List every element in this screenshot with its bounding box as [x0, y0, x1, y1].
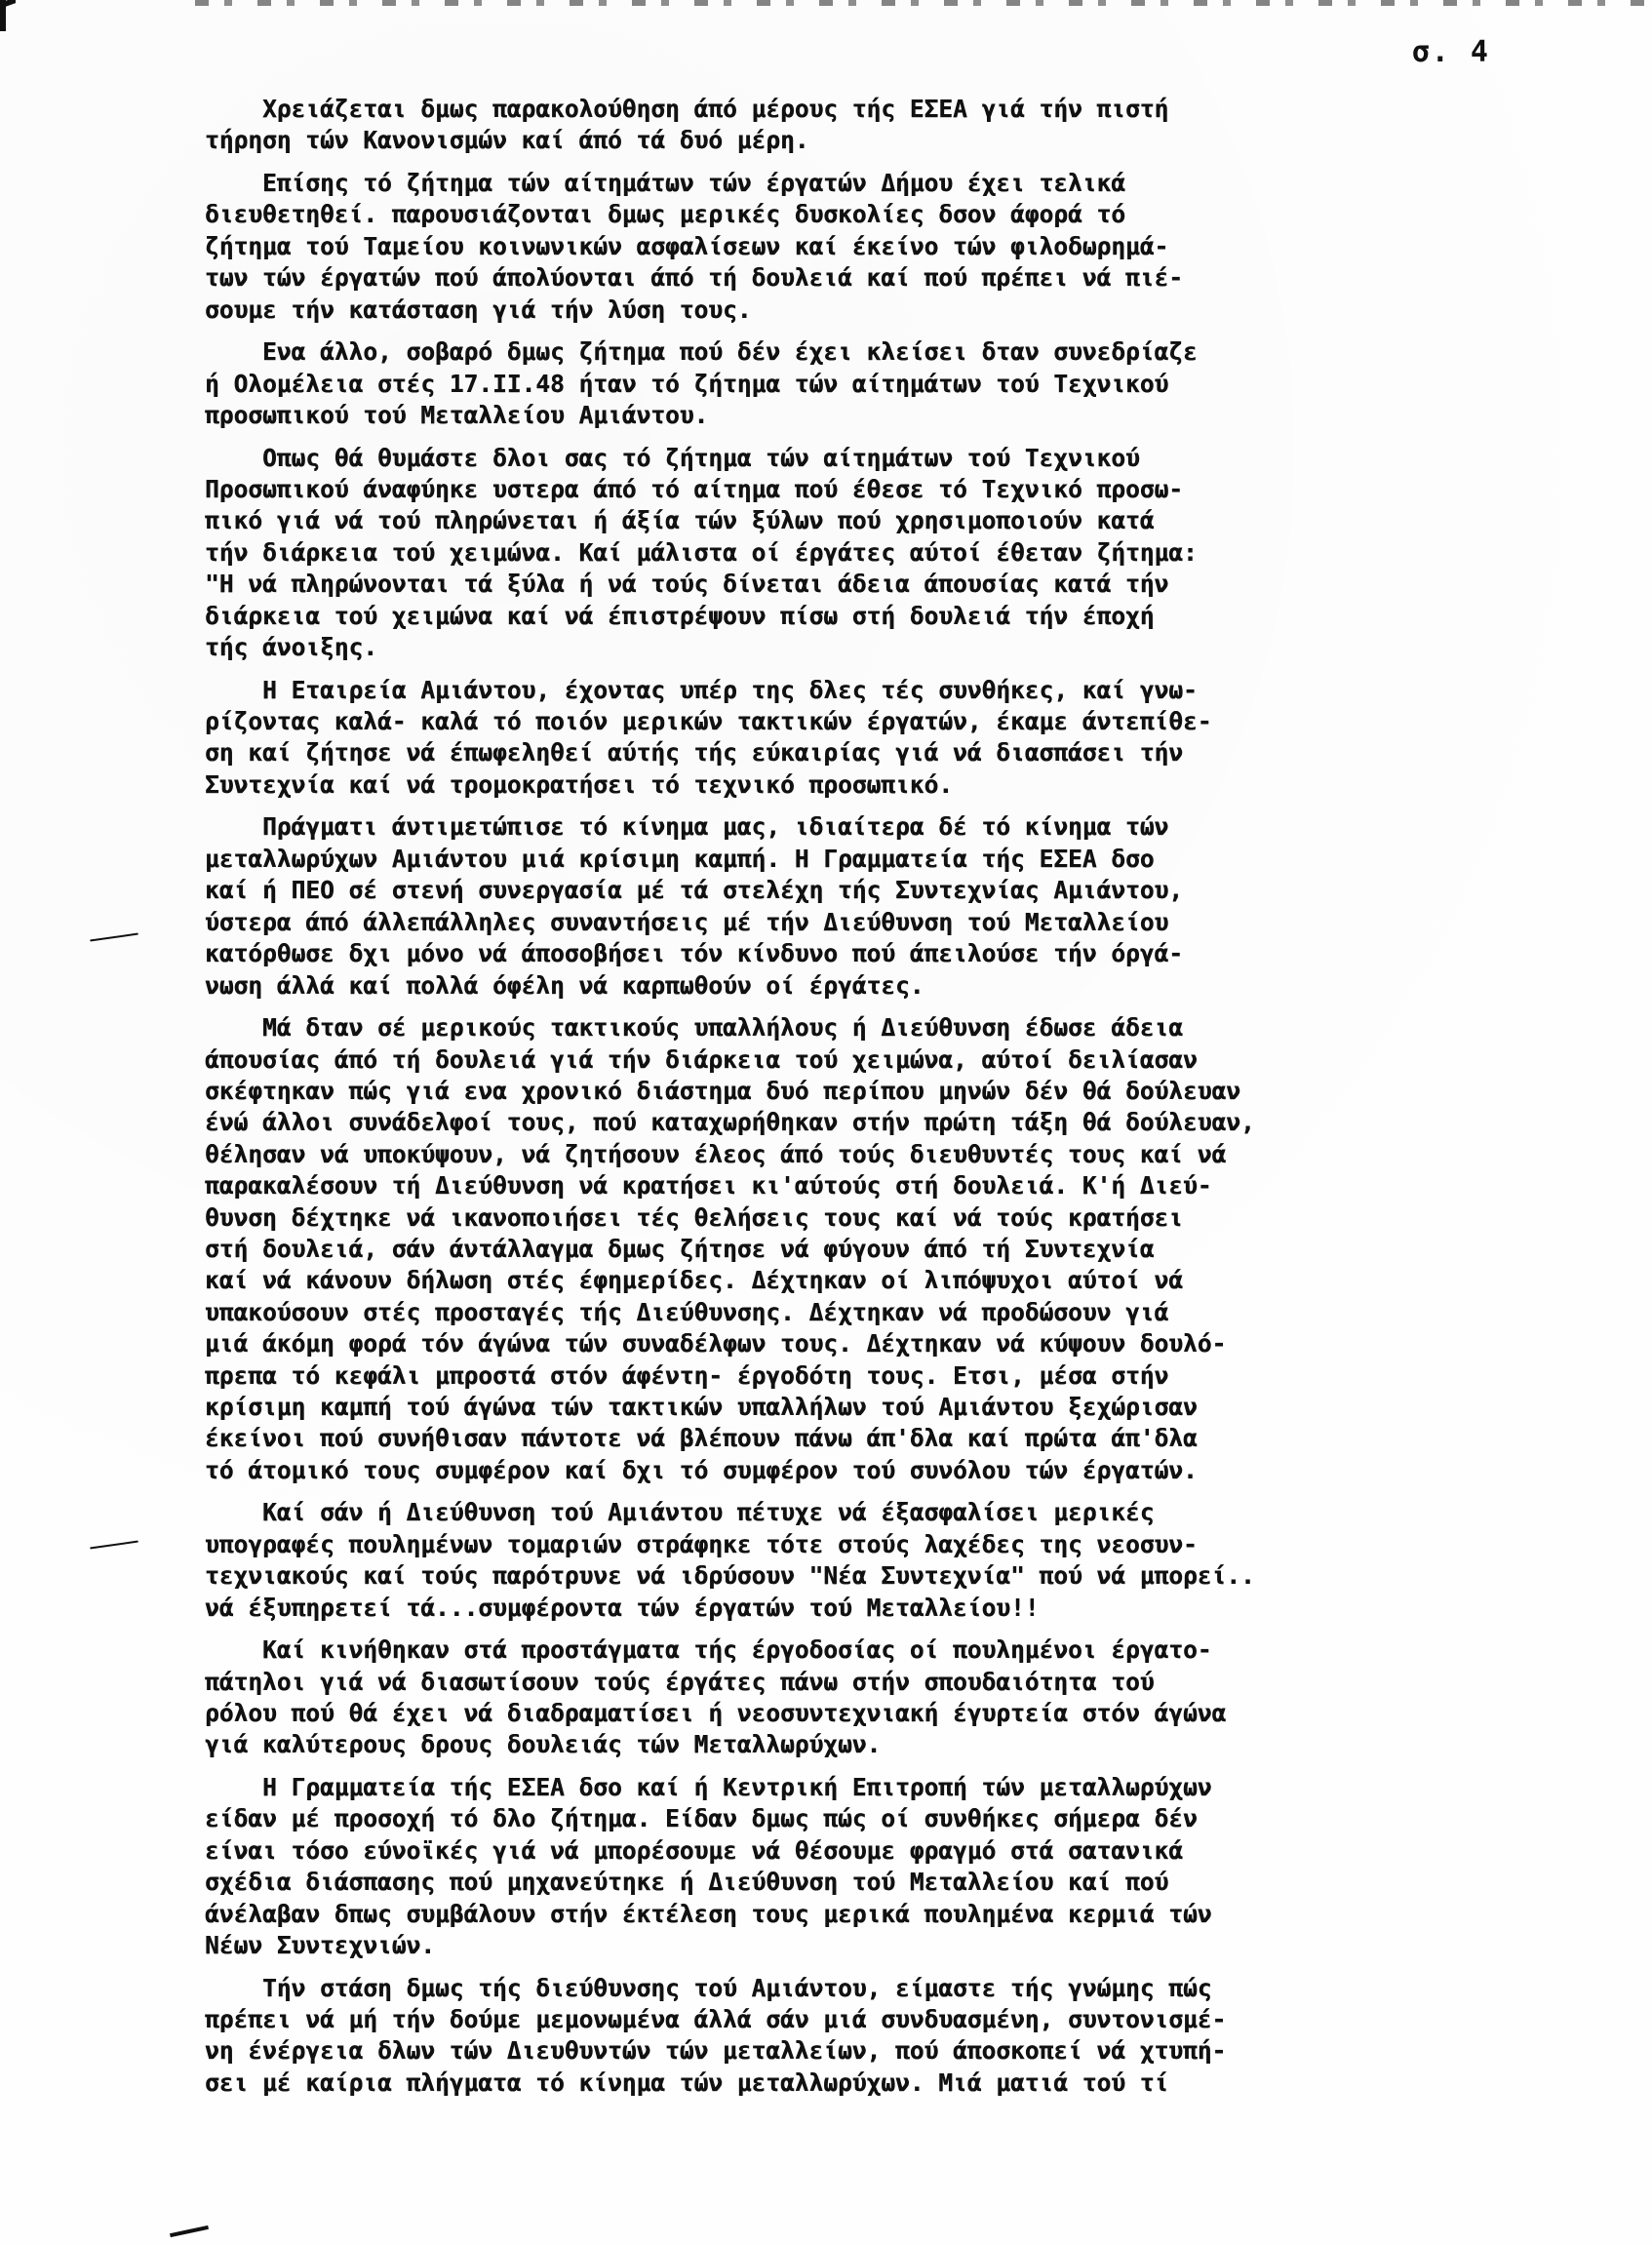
- text-line: είναι τόσο εύνοϊκές γιά νά μπορέσουμε νά θέσουμε φραγμό στά σατανικά: [205, 1835, 1184, 1865]
- text-line: άπουσίας άπό τή δουλειά γιά τήν διάρκεια τού χειμώνα, αύτοί δειλίασαν: [205, 1044, 1198, 1074]
- paragraph: [205, 1012, 1629, 1486]
- text-line: πρεπα τό κεφάλι μπροστά στόν άφέντη- έργοδότη τους. Ετσι, μέσα στήν: [205, 1360, 1169, 1390]
- text-line: διάρκεια τού χειμώνα καί νά έπιστρέψουν πίσω στή δουλειά τήν έποχή: [205, 601, 1155, 630]
- text-line: ή Ολομέλεια στές 17.ΙΙ.48 ήταν τό ζήτημα τών αίτημάτων τού Τεχνικού: [205, 369, 1169, 398]
- paragraph: [205, 1973, 1629, 2100]
- text-line: σχέδια διάσπασης πού μηχανεύτηκε ή Διεύθυνση τού Μεταλλείου καί πού: [205, 1868, 1169, 1897]
- bottom-edge-artifact: [170, 2225, 209, 2237]
- text-line: έκείνοι πού συνήθισαν πάντοτε νά βλέπουν πάνω άπ'δλα καί πρώτα άπ'δλα: [205, 1424, 1198, 1453]
- text-line: καί νά κάνουν δήλωση στές έφημερίδες. Δέχτηκαν οί λιπόψυχοι αύτοί νά: [205, 1266, 1184, 1295]
- paragraph: [205, 675, 1629, 802]
- text-line: σκέφτηκαν πώς γιά ενα χρονικό διάστημα δυό περίπου μηνών δέν θά δούλευαν: [205, 1076, 1241, 1105]
- text-line: θέλησαν νά υποκύψουν, νά ζητήσουν έλεος άπό τούς διευθυντές τους καί νά: [205, 1139, 1227, 1168]
- text-line: Η Γραμματεία τής ΕΣΕΑ δσο καί ή Κεντρική Επιτροπή τών μεταλλωρύχων: [205, 1773, 1212, 1801]
- paragraph: [205, 443, 1629, 664]
- text-line: ρόλου πού θά έχει νά διαδραματίσει ή νεοσυντεχνιακή έγυρτεία στόν άγώνα: [205, 1699, 1227, 1727]
- text-line: Συντεχνία καί νά τρομοκρατήσει τό τεχνικό προσωπικό.: [205, 769, 954, 799]
- text-line: γιά καλύτερους δρους δουλειάς τών Μεταλλωρύχων.: [205, 1730, 882, 1759]
- text-line: μεταλλωρύχων Αμιάντου μιά κρίσιμη καμπή. Η Γραμματεία τής ΕΣΕΑ δσο: [205, 844, 1155, 873]
- text-line: νωση άλλά καί πολλά όφέλη νά καρπωθούν οί έργάτες.: [205, 970, 924, 1000]
- paragraph: [205, 94, 1629, 157]
- paragraph: [205, 336, 1629, 431]
- text-line: τήν διάρκεια τού χειμώνα. Καί μάλιστα οί έργάτες αύτοί έθεταν ζήτημα:: [205, 537, 1198, 567]
- text-line: τό άτομικό τους συμφέρον καί δχι τό συμφέρον τού συνόλου τών έργατών.: [205, 1455, 1198, 1484]
- text-line: Χρειάζεται δμως παρακολούθηση άπό μέρους τής ΕΣΕΑ γιά τήν πιστή: [205, 95, 1169, 123]
- paragraph: [205, 1497, 1629, 1624]
- corner-mark: [0, 0, 20, 31]
- text-line: μιά άκόμη φορά τόν άγώνα τών συναδέλφων τους. Δέχτηκαν νά κύψουν δουλό-: [205, 1329, 1227, 1359]
- text-line: Επίσης τό ζήτημα τών αίτημάτων τών έργατών Δήμου έχει τελικά: [205, 169, 1126, 197]
- text-line: Μά δταν σέ μερικούς τακτικούς υπαλλήλους ή Διεύθυνση έδωσε άδεια: [205, 1013, 1184, 1043]
- text-line: υπακούσουν στές προσταγές τής Διεύθυνσης. Δέχτηκαν νά προδώσουν γιά: [205, 1297, 1169, 1326]
- text-line: υπογραφές πουλημένων τομαριών στράφηκε τότε στούς λαχέδες της νεοσυν-: [205, 1529, 1198, 1558]
- text-line: νά έξυπηρετεί τά...συμφέροντα τών έργατών τού Μεταλλείου!!: [205, 1593, 1040, 1622]
- text-line: παρακαλέσουν τή Διεύθυνση νά κρατήσει κι'αύτούς στή δουλειά. Κ'ή Διεύ-: [205, 1171, 1212, 1201]
- text-line: Καί σάν ή Διεύθυνση τού Αμιάντου πέτυχε νά έξασφαλίσει μερικές: [205, 1498, 1155, 1527]
- text-line: είδαν μέ προσοχή τό δλο ζήτημα. Είδαν δμως πώς οί συνθήκες σήμερα δέν: [205, 1804, 1198, 1833]
- text-line: σει μέ καίρια πλήγματα τό κίνημα τών μεταλλωρύχων. Μιά ματιά τού τί: [205, 2068, 1169, 2097]
- text-line: πάτηλοι γιά νά διασωτίσουν τούς έργάτες πάνω στήν σπουδαιότητα τού: [205, 1667, 1155, 1696]
- text-line: σουμε τήν κατάσταση γιά τήν λύση τους.: [205, 295, 752, 324]
- text-line: άνέλαβαν δπως συμβάλουν στήν έκτέλεση τους μερικά πουλημένα κερμιά τών: [205, 1899, 1212, 1928]
- text-line: διευθετηθεί. παρουσιάζονται δμως μερικές δυσκολίες δσον άφορά τό: [205, 200, 1126, 229]
- text-line: των τών έργατών πού άπολύονται άπό τή δουλειά καί πού πρέπει νά πιέ-: [205, 263, 1184, 293]
- text-line: στή δουλειά, σάν άντάλλαγμα δμως ζήτησε νά φύγουν άπό τή Συντεχνία: [205, 1234, 1155, 1263]
- page-number: σ. 4: [1411, 35, 1490, 69]
- text-line: προσωπικού τού Μεταλλείου Αμιάντου.: [205, 401, 709, 430]
- paragraph: [205, 1772, 1629, 1961]
- text-line: θυνση δέχτηκε νά ικανοποιήσει τές θελήσεις τους καί νά τούς κρατήσει: [205, 1202, 1184, 1232]
- text-line: Πράγματι άντιμετώπισε τό κίνημα μας, ιδιαίτερα δέ τό κίνημα τών: [205, 812, 1169, 842]
- text-line: καί ή ΠΕΟ σέ στενή συνεργασία μέ τά στελέχη τής Συντεχνίας Αμιάντου,: [205, 876, 1184, 905]
- text-line: τεχνιακούς καί τούς παρότρυνε νά ιδρύσουν "Νέα Συντεχνία" πού νά μπορεί..: [205, 1561, 1255, 1591]
- text-line: ση καί ζήτησε νά έπωφεληθεί αύτής τής εύκαιρίας γιά νά διασπάσει τήν: [205, 738, 1184, 768]
- text-line: Οπως θά θυμάστε δλοι σας τό ζήτημα τών αίτημάτων τού Τεχνικού: [205, 443, 1140, 472]
- margin-mark: [90, 1541, 138, 1550]
- body-text: [205, 94, 1629, 2109]
- text-line: Η Εταιρεία Αμιάντου, έχοντας υπέρ της δλες τές συνθήκες, καί γνω-: [205, 675, 1198, 704]
- paragraph: [205, 1635, 1629, 1761]
- text-line: κατόρθωσε δχι μόνο νά άποσοβήσει τόν κίνδυνο πού άπειλούσε τήν όργά-: [205, 939, 1184, 968]
- text-line: Προσωπικού άναφύηκε υστερα άπό τό αίτημα πού έθεσε τό Τεχνικό προσω-: [205, 475, 1184, 504]
- text-line: πικό γιά νά τού πληρώνεται ή άξία τών ξύλων πού χρησιμοποιούν κατά: [205, 506, 1155, 535]
- text-line: Ενα άλλο, σοβαρό δμως ζήτημα πού δέν έχει κλείσει δταν συνεδρίαζε: [205, 337, 1198, 367]
- paragraph: [205, 811, 1629, 1001]
- text-line: ένώ άλλοι συνάδελφοί τους, πού καταχωρήθηκαν στήν πρώτη τάξη θά δούλευαν,: [205, 1108, 1255, 1137]
- text-line: Τήν στάση δμως τής διεύθυνσης τού Αμιάντου, είμαστε τής γνώμης πώς: [205, 1973, 1212, 2002]
- text-line: κρίσιμη καμπή τού άγώνα τών τακτικών υπαλλήλων τού Αμιάντου ξεχώρισαν: [205, 1392, 1198, 1421]
- text-line: ρίζοντας καλά- καλά τό ποιόν μερικών τακτικών έργατών, έκαμε άντεπίθε-: [205, 707, 1212, 736]
- margin-mark: [90, 933, 138, 942]
- text-line: τήρηση τών Κανονισμών καί άπό τά δυό μέρη.: [205, 126, 809, 155]
- text-line: τής άνοιξης.: [205, 633, 378, 662]
- text-line: ύστερα άπό άλλεπάλληλες συναντήσεις μέ τήν Διεύθυνση τού Μεταλλείου: [205, 907, 1169, 936]
- text-line: νη ένέργεια δλων τών Διευθυντών τών μεταλλείων, πού άποσκοπεί νά χτυπή-: [205, 2036, 1227, 2066]
- text-line: "Η νά πληρώνονται τά ξύλα ή νά τούς δίνεται άδεια άπουσίας κατά τήν: [205, 570, 1169, 599]
- paragraph: [205, 168, 1629, 326]
- text-line: Καί κινήθηκαν στά προστάγματα τής έργοδοσίας οί πουλημένοι έργατο-: [205, 1635, 1212, 1665]
- top-edge-artifact: [195, 0, 1652, 6]
- text-line: πρέπει νά μή τήν δούμε μεμονωμένα άλλά σάν μιά συνδυασμένη, συντονισμέ-: [205, 2005, 1227, 2034]
- text-line: ζήτημα τού Ταμείου κοινωνικών ασφαλίσεων καί έκείνο τών φιλοδωρημά-: [205, 231, 1169, 260]
- text-line: Νέων Συντεχνιών.: [205, 1931, 436, 1960]
